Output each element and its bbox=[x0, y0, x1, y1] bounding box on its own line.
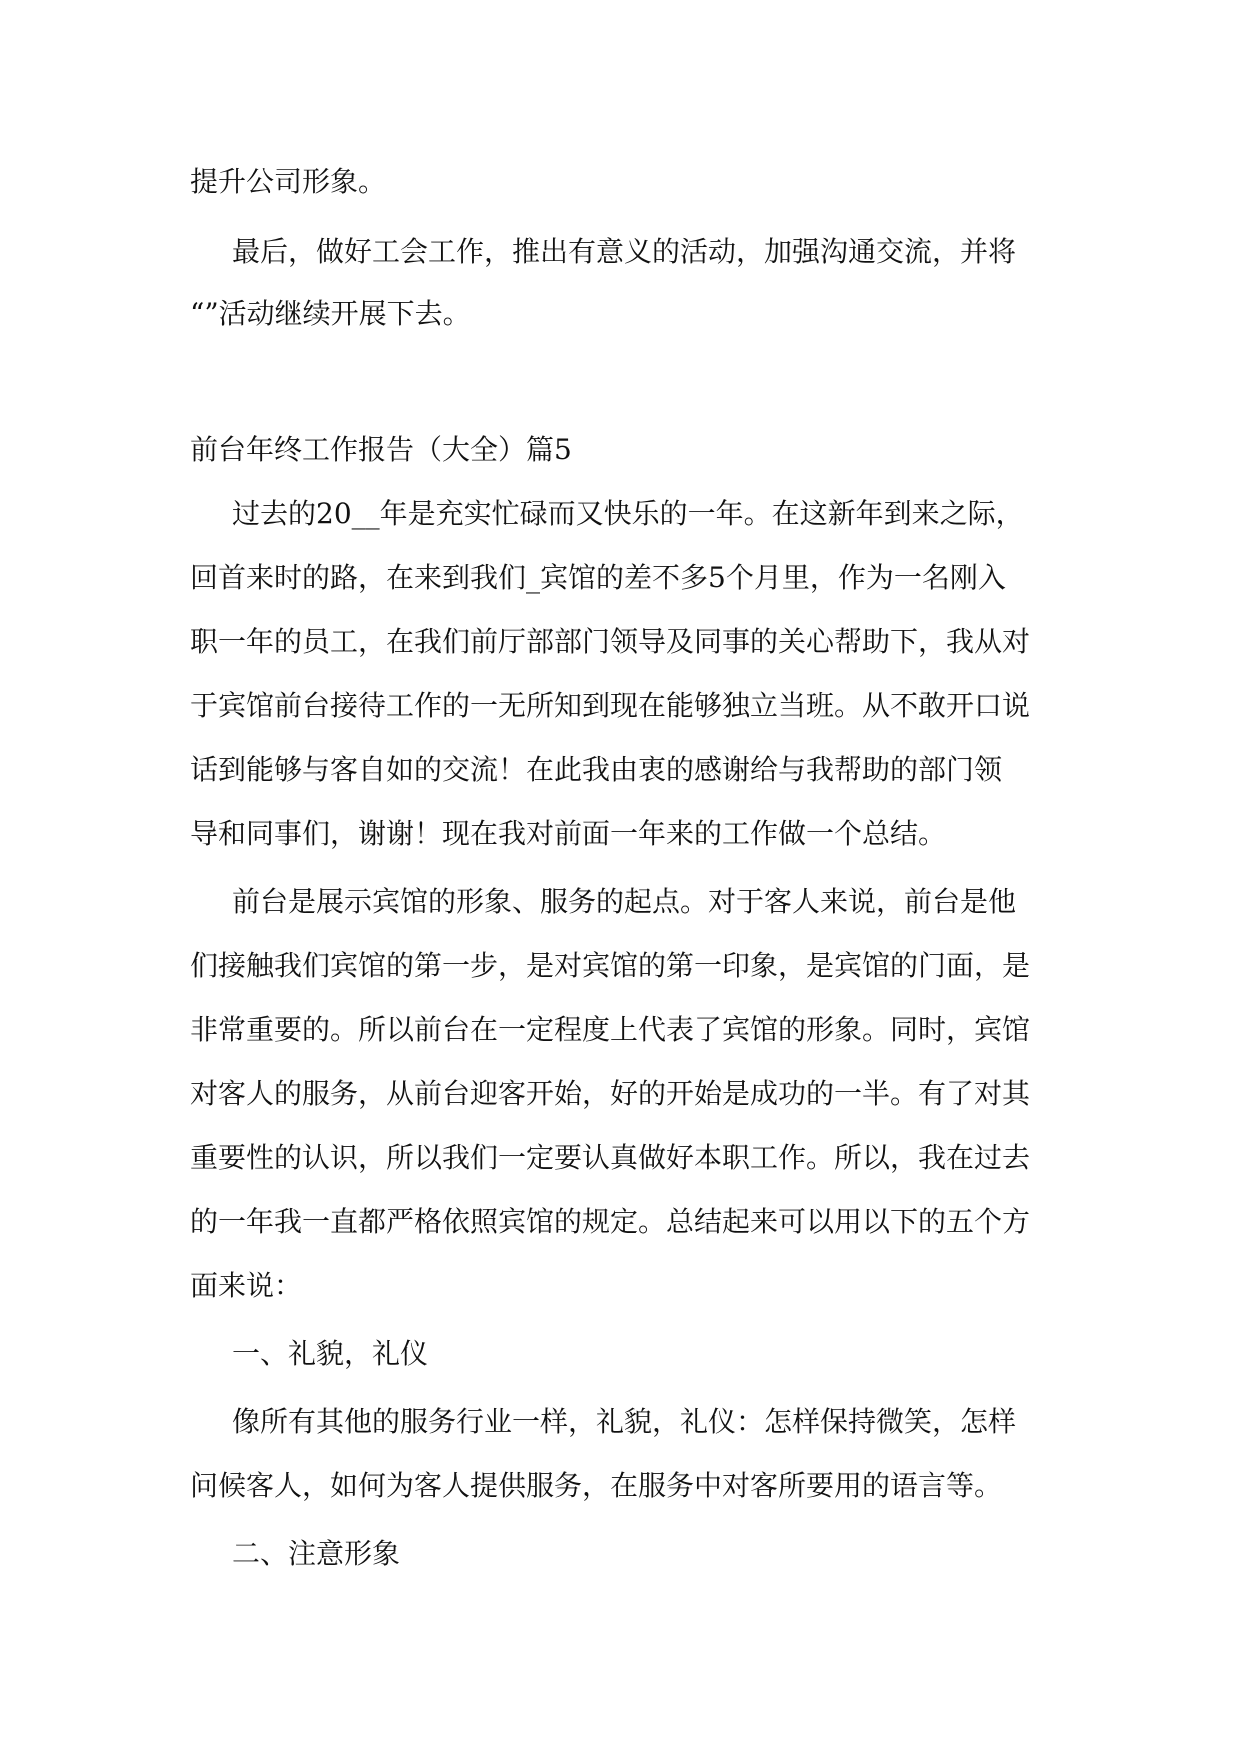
paragraph-line: 过去的20__年是充实忙碌而又快乐的一年。在这新年到来之际， bbox=[232, 497, 1024, 530]
paragraph-line: 前台是展示宾馆的形象、服务的起点。对于客人来说，前台是他 bbox=[232, 885, 1017, 918]
paragraph-line: 们接触我们宾馆的第一步，是对宾馆的第一印象，是宾馆的门面，是 bbox=[190, 949, 1031, 982]
paragraph-line: 回首来时的路，在来到我们_宾馆的差不多5个月里，作为一名刚入 bbox=[190, 561, 1006, 594]
paragraph-line: 职一年的员工，在我们前厅部部门领导及同事的关心帮助下，我从对 bbox=[190, 625, 1031, 658]
paragraph-line: 最后，做好工会工作，推出有意义的活动，加强沟通交流，并将 bbox=[232, 235, 1017, 268]
paragraph-line: 像所有其他的服务行业一样，礼貌，礼仪：怎样保持微笑，怎样 bbox=[232, 1405, 1017, 1438]
section-heading: 前台年终工作报告（大全）篇5 bbox=[190, 433, 572, 466]
paragraph-line: 问候客人，如何为客人提供服务，在服务中对客所要用的语言等。 bbox=[190, 1469, 1003, 1502]
paragraph-line: 非常重要的。所以前台在一定程度上代表了宾馆的形象。同时，宾馆 bbox=[190, 1013, 1031, 1046]
paragraph-line: 的一年我一直都严格依照宾馆的规定。总结起来可以用以下的五个方 bbox=[190, 1205, 1031, 1238]
paragraph-line: 导和同事们，谢谢！现在我对前面一年来的工作做一个总结。 bbox=[190, 817, 947, 850]
paragraph-line: 话到能够与客自如的交流！在此我由衷的感谢给与我帮助的部门领 bbox=[190, 753, 1003, 786]
list-heading: 一、礼貌，礼仪 bbox=[232, 1337, 429, 1370]
paragraph-line: 提升公司形象。 bbox=[190, 165, 387, 198]
paragraph-line: “”活动继续开展下去。 bbox=[190, 297, 471, 330]
list-heading: 二、注意形象 bbox=[232, 1537, 401, 1570]
paragraph-line: 于宾馆前台接待工作的一无所知到现在能够独立当班。从不敢开口说 bbox=[190, 689, 1031, 722]
paragraph-line: 对客人的服务，从前台迎客开始，好的开始是成功的一半。有了对其 bbox=[190, 1077, 1031, 1110]
paragraph-line: 面来说： bbox=[190, 1269, 303, 1302]
paragraph-line: 重要性的认识，所以我们一定要认真做好本职工作。所以，我在过去 bbox=[190, 1141, 1031, 1174]
